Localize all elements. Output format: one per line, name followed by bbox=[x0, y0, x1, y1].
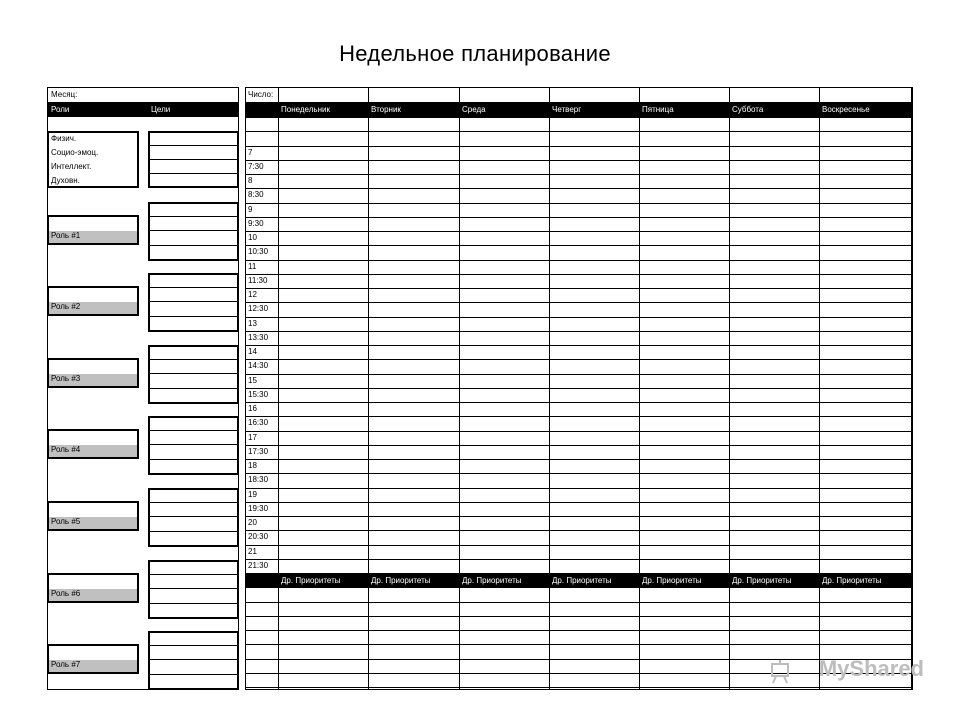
time-label: 21:30 bbox=[248, 561, 269, 570]
time-label: 12 bbox=[248, 290, 257, 299]
roles-goals-header bbox=[47, 103, 239, 117]
renewal-item: Физич. bbox=[51, 134, 77, 143]
role-label: Роль #1 bbox=[51, 231, 81, 240]
role-label: Роль #5 bbox=[51, 517, 81, 526]
day-header: Пятница bbox=[642, 105, 674, 114]
role-label: Роль #4 bbox=[51, 445, 81, 454]
watermark: MyShared bbox=[818, 656, 924, 681]
time-label: 13 bbox=[248, 319, 257, 328]
priorities-header-cell: Др. Приоритеты bbox=[462, 576, 522, 585]
day-header: Четверг bbox=[552, 105, 582, 114]
renewal-item: Социо-эмоц. bbox=[51, 148, 99, 157]
time-label: 20 bbox=[248, 518, 257, 527]
role-goals-frame bbox=[148, 560, 239, 619]
time-label: 16 bbox=[248, 404, 257, 413]
time-label: 7 bbox=[248, 148, 253, 157]
time-label: 15 bbox=[248, 376, 257, 385]
time-label: 15:30 bbox=[248, 390, 269, 399]
role-label: Роль #2 bbox=[51, 302, 81, 311]
priorities-header-cell: Др. Приоритеты bbox=[371, 576, 431, 585]
role-goals-frame bbox=[148, 345, 239, 404]
role-goals-frame bbox=[148, 202, 239, 261]
time-label: 11 bbox=[248, 262, 257, 271]
day-header: Суббота bbox=[732, 105, 764, 114]
renewal-item: Интеллект. bbox=[51, 162, 92, 171]
month-label: Месяц: bbox=[51, 90, 78, 99]
priorities-header-cell: Др. Приоритеты bbox=[822, 576, 882, 585]
renewal-item: Духовн. bbox=[51, 176, 80, 185]
time-label: 13:30 bbox=[248, 333, 269, 342]
role-goals-frame bbox=[148, 416, 239, 475]
role-goals-frame bbox=[148, 488, 239, 547]
day-header: Среда bbox=[462, 105, 486, 114]
roles-header: Роли bbox=[51, 105, 70, 114]
role-goals-frame bbox=[148, 631, 239, 690]
time-label: 14:30 bbox=[248, 361, 269, 370]
presentation-icon bbox=[770, 660, 792, 684]
time-label: 8:30 bbox=[248, 190, 264, 199]
priorities-header-cell: Др. Приоритеты bbox=[642, 576, 702, 585]
role-label: Роль #7 bbox=[51, 660, 81, 669]
role-label: Роль #3 bbox=[51, 374, 81, 383]
day-header: Вторник bbox=[371, 105, 401, 114]
date-label: Число: bbox=[248, 90, 274, 99]
time-label: 7:30 bbox=[248, 162, 264, 171]
time-label: 20:30 bbox=[248, 532, 269, 541]
role-goals-frame bbox=[148, 273, 239, 332]
time-label: 11:30 bbox=[248, 276, 268, 285]
role-label: Роль #6 bbox=[51, 589, 81, 598]
time-label: 19 bbox=[248, 490, 257, 499]
priorities-header-cell: Др. Приоритеты bbox=[281, 576, 341, 585]
time-label: 19:30 bbox=[248, 504, 269, 513]
time-label: 17:30 bbox=[248, 447, 269, 456]
time-label: 9:30 bbox=[248, 219, 264, 228]
time-label: 18:30 bbox=[248, 475, 269, 484]
priorities-header-cell: Др. Приоритеты bbox=[732, 576, 792, 585]
time-label: 12:30 bbox=[248, 304, 269, 313]
time-label: 14 bbox=[248, 347, 257, 356]
time-label: 9 bbox=[248, 205, 253, 214]
time-label: 10:30 bbox=[248, 247, 269, 256]
time-label: 8 bbox=[248, 176, 253, 185]
time-label: 17 bbox=[248, 433, 257, 442]
time-label: 16:30 bbox=[248, 418, 269, 427]
goals-header: Цели bbox=[151, 105, 171, 114]
day-header: Воскресенье bbox=[822, 105, 870, 114]
page-title: Недельное планирование bbox=[339, 41, 611, 66]
time-label: 10 bbox=[248, 233, 257, 242]
day-header: Понедельник bbox=[281, 105, 330, 114]
priorities-header-cell: Др. Приоритеты bbox=[552, 576, 612, 585]
time-label: 18 bbox=[248, 461, 257, 470]
time-label: 21 bbox=[248, 547, 257, 556]
